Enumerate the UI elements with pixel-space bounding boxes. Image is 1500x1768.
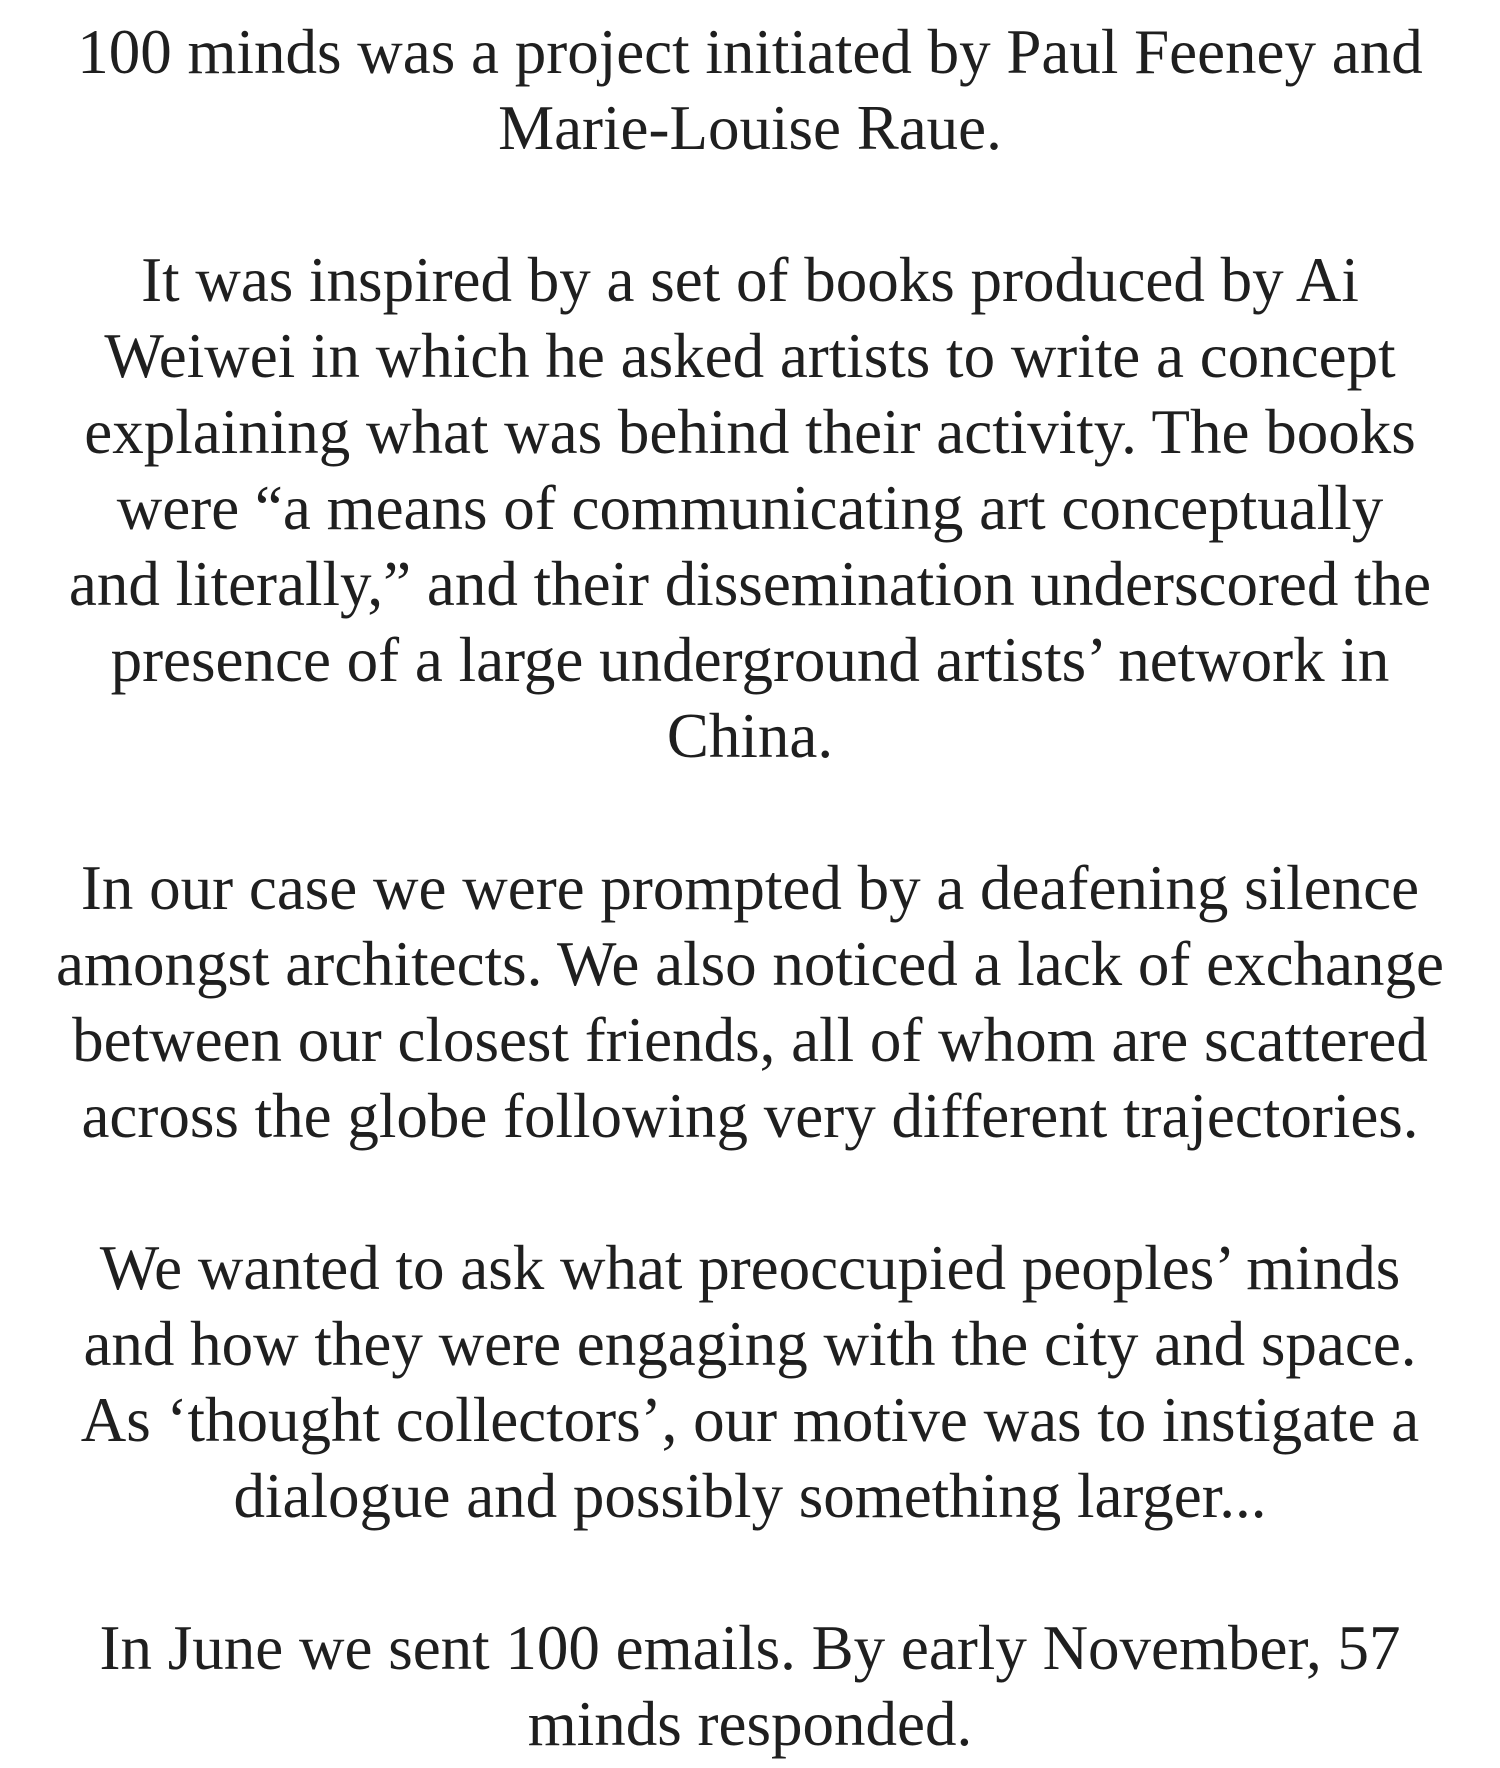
text-line: were “a means of communicating art conceptually — [116, 473, 1384, 543]
text-line: We wanted to ask what preoccupied peoples’ minds — [99, 1233, 1401, 1303]
paragraph-outcome — [30, 1610, 1470, 1762]
text-line: In June we sent 100 emails. By early November, 57 — [99, 1613, 1401, 1683]
text-line: dialogue and possibly something larger... — [233, 1461, 1267, 1531]
text-line: between our closest friends, all of whom are scattered — [72, 1005, 1428, 1075]
text-line: It was inspired by a set of books produced by Ai — [141, 245, 1359, 315]
text-line: across the globe following very different trajectories. — [81, 1081, 1419, 1151]
text-line: 100 minds was a project initiated by Paul Feeney and — [77, 17, 1423, 87]
text-line: As ‘thought collectors’, our motive was to instigate a — [80, 1385, 1420, 1455]
text-line: Marie-Louise Raue. — [498, 93, 1002, 163]
text-line: and literally,” and their dissemination underscored the — [68, 549, 1432, 619]
text-line: In our case we were prompted by a deafening silence — [80, 853, 1420, 923]
paragraph-project-intro — [30, 14, 1470, 166]
paragraph-inspiration — [30, 242, 1470, 774]
text-line: China. — [666, 701, 834, 771]
text-line: Weiwei in which he asked artists to write a concept — [104, 321, 1396, 391]
text-line: minds responded. — [527, 1689, 973, 1759]
text-line: amongst architects. We also noticed a lack of exchange — [56, 929, 1444, 999]
text-line: explaining what was behind their activity. The books — [84, 397, 1416, 467]
text-line: presence of a large underground artists’ network in — [110, 625, 1390, 695]
text-line: and how they were engaging with the city and space. — [83, 1309, 1417, 1379]
paragraph-purpose — [30, 1230, 1470, 1534]
paragraph-motivation — [30, 850, 1470, 1154]
